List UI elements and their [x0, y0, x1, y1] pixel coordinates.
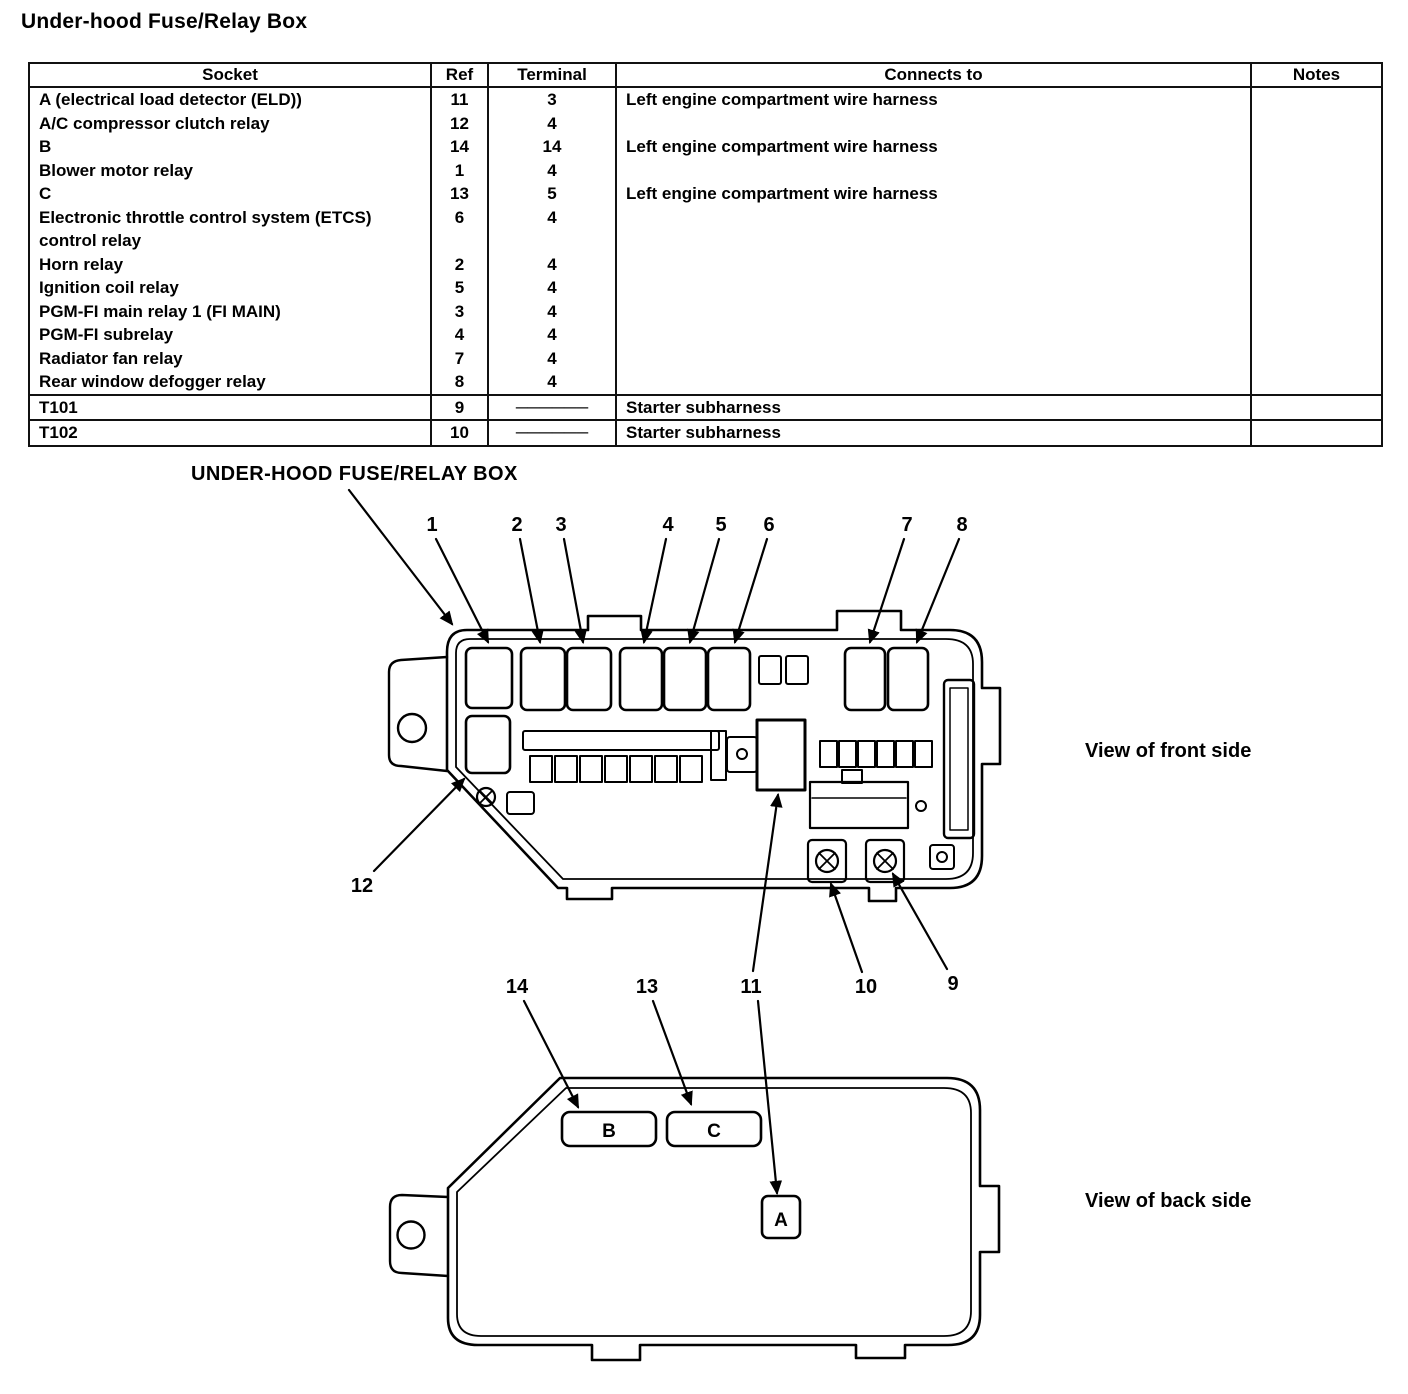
callout-4: 4: [662, 514, 674, 536]
socket-c-label: C: [707, 1121, 721, 1142]
table-row: [29, 135, 1382, 159]
sensor-housing: [727, 737, 757, 772]
cell-notes: [1251, 182, 1382, 206]
fuse-slot: [786, 656, 808, 684]
table-row: [29, 300, 1382, 324]
cell-connects-to: [616, 276, 1251, 300]
cell-socket: Ignition coil relay: [29, 276, 431, 300]
relay-socket-6: [708, 648, 750, 710]
callout-arrow-12: [374, 779, 464, 871]
fuse-slot: [759, 656, 781, 684]
cell-notes: [1251, 347, 1382, 371]
table-row: [29, 182, 1382, 206]
cell-ref: 1: [431, 159, 488, 183]
callout-arrow-1: [436, 539, 488, 642]
cell-socket: Blower motor relay: [29, 159, 431, 183]
cell-terminal: 4: [488, 347, 616, 371]
cell-notes: [1251, 420, 1382, 446]
cell-connects-to: Left engine compartment wire harness: [616, 87, 1251, 112]
fuse-box-outline-back: [448, 1078, 999, 1360]
front-view: [191, 463, 1251, 998]
cell-notes: [1251, 159, 1382, 183]
cell-ref: 4: [431, 323, 488, 347]
fuse-slot: [530, 756, 552, 782]
table-row: [29, 87, 1382, 112]
table-row: [29, 112, 1382, 136]
callout-2: 2: [511, 514, 523, 536]
cell-ref: 13: [431, 182, 488, 206]
terminal-block: [810, 782, 908, 828]
bolt-hole-front: [398, 714, 426, 742]
cell-notes: [1251, 135, 1382, 159]
socket-b-label: B: [602, 1121, 616, 1142]
table-row: [29, 253, 1382, 277]
callout-arrow-4: [644, 539, 666, 642]
callout-arrow-2: [520, 539, 540, 642]
cell-notes: [1251, 370, 1382, 395]
back-view: [390, 976, 1251, 1360]
fuse-slot: [839, 741, 856, 767]
fuse-table-body: [29, 87, 1382, 446]
corner-pin: [937, 852, 947, 862]
cell-connects-to: [616, 159, 1251, 183]
cell-socket: B: [29, 135, 431, 159]
cell-ref: 14: [431, 135, 488, 159]
page-title: Under-hood Fuse/Relay Box: [21, 10, 308, 33]
cell-ref: 8: [431, 370, 488, 395]
cell-terminal: 4: [488, 206, 616, 253]
cell-notes: [1251, 112, 1382, 136]
cell-socket: A/C compressor clutch relay: [29, 112, 431, 136]
cell-ref: 12: [431, 112, 488, 136]
callout-11: 11: [740, 976, 762, 998]
cell-notes: [1251, 323, 1382, 347]
cell-ref: 5: [431, 276, 488, 300]
cell-connects-to: Starter subharness: [616, 395, 1251, 421]
back-view-caption: View of back side: [1085, 1190, 1252, 1212]
relay-socket-5: [664, 648, 706, 710]
corner-slot: [930, 845, 954, 869]
component-11: [757, 720, 805, 790]
callout-arrow-6: [735, 539, 767, 642]
fuse-slot: [680, 756, 702, 782]
callout-12: 12: [350, 875, 374, 897]
cell-ref: 2: [431, 253, 488, 277]
side-connector-inner: [950, 688, 968, 830]
side-connector: [944, 680, 974, 838]
cell-notes: [1251, 253, 1382, 277]
cell-socket: T101: [29, 395, 431, 421]
cell-notes: [1251, 395, 1382, 421]
terminal-pin: [916, 801, 926, 811]
callout-arrow-11-down: [758, 1001, 777, 1193]
cell-connects-to: [616, 347, 1251, 371]
callout-arrow-11-up: [753, 795, 778, 971]
cell-connects-to: [616, 253, 1251, 277]
relay-socket-12: [466, 716, 510, 773]
cell-socket: PGM-FI main relay 1 (FI MAIN): [29, 300, 431, 324]
callout-arrow-7: [870, 539, 904, 642]
table-row: [29, 420, 1382, 446]
table-row: [29, 370, 1382, 395]
cell-terminal: 4: [488, 112, 616, 136]
table-row: [29, 206, 1382, 253]
fuse-slot: [858, 741, 875, 767]
sensor-pin: [737, 749, 747, 759]
fuse-slot: [555, 756, 577, 782]
small-slot: [507, 792, 534, 814]
fuse-slot: [896, 741, 913, 767]
relay-socket-8: [888, 648, 928, 710]
box-label-arrow: [349, 490, 452, 624]
cell-socket: Electronic throttle control system (ETCS) control relay: [29, 206, 431, 253]
cell-terminal: ──────: [488, 395, 616, 421]
relay-socket-2: [521, 648, 565, 710]
cell-terminal: 4: [488, 159, 616, 183]
table-row: [29, 159, 1382, 183]
cell-notes: [1251, 206, 1382, 253]
cell-ref: 6: [431, 206, 488, 253]
cell-terminal: 4: [488, 276, 616, 300]
table-row: [29, 276, 1382, 300]
callout-arrow-8: [917, 539, 959, 642]
cell-notes: [1251, 276, 1382, 300]
col-header-ref: Ref: [431, 63, 488, 87]
table-row: [29, 323, 1382, 347]
fuse-slot: [605, 756, 627, 782]
cell-connects-to: [616, 300, 1251, 324]
cell-socket: Rear window defogger relay: [29, 370, 431, 395]
header-row: [29, 63, 1382, 87]
cell-terminal: 4: [488, 300, 616, 324]
cell-terminal: 4: [488, 253, 616, 277]
col-header-connects-to: Connects to: [616, 63, 1251, 87]
table-row: [29, 347, 1382, 371]
cell-ref: 3: [431, 300, 488, 324]
fuse-relay-table: [28, 62, 1383, 447]
callout-10: 10: [854, 976, 878, 998]
fuse-strip: [523, 731, 719, 750]
cell-socket: A (electrical load detector (ELD)): [29, 87, 431, 112]
cell-ref: 11: [431, 87, 488, 112]
front-view-caption: View of front side: [1085, 740, 1252, 762]
callout-arrow-14: [524, 1001, 578, 1107]
table-row: [29, 395, 1382, 421]
fuse-slot: [655, 756, 677, 782]
fuse-slot: [630, 756, 652, 782]
cell-connects-to: Left engine compartment wire harness: [616, 135, 1251, 159]
relay-socket-1: [466, 648, 512, 708]
relay-socket-7: [845, 648, 885, 710]
callout-1: 1: [426, 514, 438, 536]
cell-connects-to: [616, 370, 1251, 395]
cell-notes: [1251, 300, 1382, 324]
fuse-slot: [877, 741, 894, 767]
cell-ref: 10: [431, 420, 488, 446]
callout-13: 13: [635, 976, 659, 998]
cell-terminal: 5: [488, 182, 616, 206]
callout-arrow-10: [831, 884, 862, 972]
fuse-box-diagram: [0, 450, 1408, 1394]
relay-socket-3: [567, 648, 611, 710]
callout-arrow-3: [564, 539, 583, 642]
col-header-notes: Notes: [1251, 63, 1382, 87]
cell-terminal: 4: [488, 370, 616, 395]
cell-connects-to: [616, 323, 1251, 347]
cell-terminal: 14: [488, 135, 616, 159]
cell-connects-to: Left engine compartment wire harness: [616, 182, 1251, 206]
cell-socket: PGM-FI subrelay: [29, 323, 431, 347]
col-header-terminal: Terminal: [488, 63, 616, 87]
cell-terminal: ──────: [488, 420, 616, 446]
cell-notes: [1251, 87, 1382, 112]
cell-socket: T102: [29, 420, 431, 446]
callout-14: 14: [505, 976, 529, 998]
callout-5: 5: [715, 514, 727, 536]
col-header-socket: Socket: [29, 63, 431, 87]
cell-ref: 7: [431, 347, 488, 371]
cell-terminal: 3: [488, 87, 616, 112]
cell-connects-to: [616, 112, 1251, 136]
socket-a-label: A: [774, 1210, 788, 1231]
bolt-hole-back: [398, 1222, 425, 1249]
fuse-slot: [820, 741, 837, 767]
cell-socket: Horn relay: [29, 253, 431, 277]
callout-3: 3: [555, 514, 567, 536]
cell-socket: Radiator fan relay: [29, 347, 431, 371]
cell-ref: 9: [431, 395, 488, 421]
callout-arrow-5: [690, 539, 719, 642]
callout-9: 9: [947, 973, 959, 995]
underhood-box-label: UNDER-HOOD FUSE/RELAY BOX: [191, 463, 518, 485]
relay-socket-4: [620, 648, 662, 710]
fuse-slot: [915, 741, 932, 767]
fuse-table-header: [29, 63, 1382, 87]
cell-connects-to: Starter subharness: [616, 420, 1251, 446]
callout-8: 8: [956, 514, 968, 536]
cell-socket: C: [29, 182, 431, 206]
fuse-slot: [580, 756, 602, 782]
callout-6: 6: [763, 514, 775, 536]
mounting-ear-front: [389, 657, 447, 771]
callout-7: 7: [901, 514, 913, 536]
cell-terminal: 4: [488, 323, 616, 347]
cell-connects-to: [616, 206, 1251, 253]
